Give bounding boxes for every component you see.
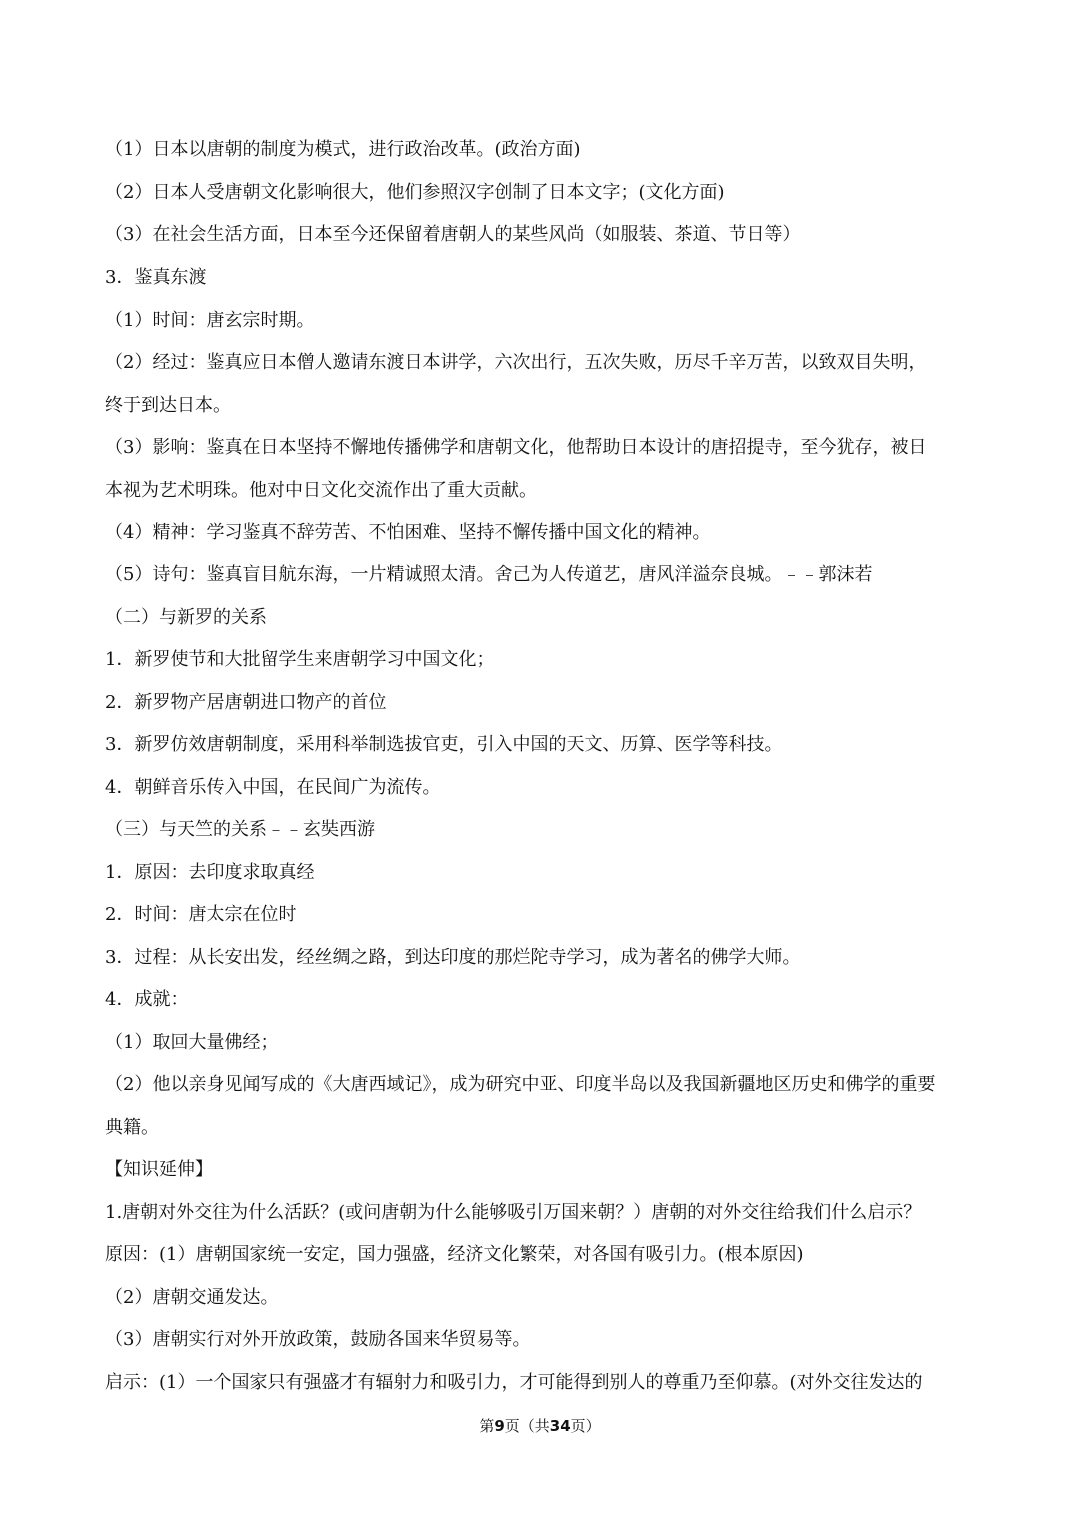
text-line: （1）日本以唐朝的制度为模式，进行政治改革。(政治方面) — [105, 139, 581, 160]
text-line: （2）唐朝交通发达。 — [105, 1287, 279, 1308]
text-line: 2．时间：唐太宗在位时 — [105, 904, 297, 925]
text-line: 4．成就： — [105, 989, 189, 1010]
footer-prefix: 第 — [479, 1417, 495, 1435]
text-line: 1．新罗使节和大批留学生来唐朝学习中国文化； — [105, 649, 495, 670]
text-line: （5）诗句：鉴真盲目航东海，一片精诚照太清。舍己为人传道艺，唐风洋溢奈良城。﹣﹣郭沫若 — [105, 564, 873, 585]
text-line: 本视为艺术明珠。他对中日文化交流作出了重大贡献。 — [105, 480, 537, 501]
text-line: 3．过程：从长安出发，经丝绸之路，到达印度的那烂陀寺学习，成为著名的佛学大师。 — [105, 947, 801, 968]
section-heading: （三）与天竺的关系﹣﹣玄奘西游 — [105, 819, 375, 840]
text-line: （2）经过：鉴真应日本僧人邀请东渡日本讲学，六次出行，五次失败，历尽千辛万苦，以致双目失明， — [105, 352, 927, 373]
text-line: （4）精神：学习鉴真不辞劳苦、不怕困难、坚持不懈传播中国文化的精神。 — [105, 522, 711, 543]
text-line: 1.唐朝对外交往为什么活跃？(或问唐朝为什么能够吸引万国来朝？）唐朝的对外交往给我们什么启示？ — [105, 1202, 922, 1223]
text-line: 4．朝鲜音乐传入中国，在民间广为流传。 — [105, 777, 441, 798]
page-number: 9 — [494, 1417, 505, 1435]
page-footer — [0, 1416, 1080, 1436]
section-heading: （二）与新罗的关系 — [105, 607, 267, 628]
section-heading: 3．鉴真东渡 — [105, 267, 207, 288]
text-line: （3）唐朝实行对外开放政策，鼓励各国来华贸易等。 — [105, 1329, 531, 1350]
text-line: 2．新罗物产居唐朝进口物产的首位 — [105, 692, 387, 713]
text-line: 3．新罗仿效唐朝制度，采用科举制选拔官吏，引入中国的天文、历算、医学等科技。 — [105, 734, 783, 755]
text-line: 启示：(1）一个国家只有强盛才有辐射力和吸引力，才可能得到别人的尊重乃至仰慕。(对外交往发达的 — [105, 1372, 923, 1393]
text-line: 1．原因：去印度求取真经 — [105, 862, 315, 883]
section-heading: 【知识延伸】 — [105, 1159, 213, 1180]
text-line: （3）影响：鉴真在日本坚持不懈地传播佛学和唐朝文化，他帮助日本设计的唐招提寺，至今犹存，被日 — [105, 437, 927, 458]
text-line: （3）在社会生活方面，日本至今还保留着唐朝人的某些风尚（如服装、茶道、节日等） — [105, 224, 801, 245]
text-line: （1）取回大量佛经； — [105, 1032, 279, 1053]
text-line: （2）日本人受唐朝文化影响很大，他们参照汉字创制了日本文字；(文化方面) — [105, 182, 725, 203]
text-line: （2）他以亲身见闻写成的《大唐西域记》，成为研究中亚、印度半岛以及我国新疆地区历史和佛学的重要 — [105, 1074, 936, 1095]
page-total: 34 — [549, 1417, 571, 1435]
text-line: 终于到达日本。 — [105, 395, 231, 416]
text-line: 原因：(1）唐朝国家统一安定，国力强盛，经济文化繁荣，对各国有吸引力。(根本原因) — [105, 1244, 804, 1265]
text-line: （1）时间：唐玄宗时期。 — [105, 310, 315, 331]
footer-mid: 页（共 — [504, 1417, 550, 1435]
footer-suffix: 页） — [570, 1417, 601, 1435]
text-line: 典籍。 — [105, 1117, 159, 1138]
